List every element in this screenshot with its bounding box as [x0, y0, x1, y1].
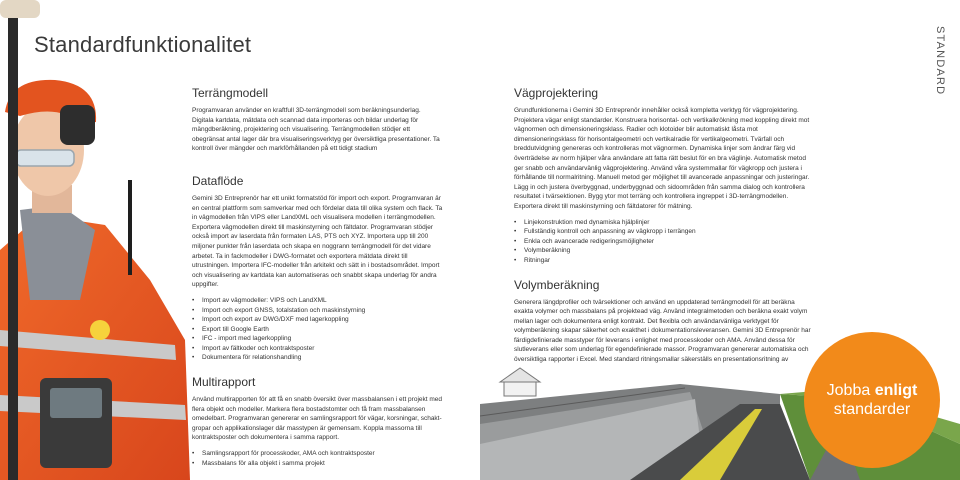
dataflow-list	[192, 296, 444, 363]
page-title: Standardfunktionalitet	[34, 32, 252, 57]
section-body-volume: Generera längdprofiler och tvärsektioner och använd en uppdaterad terrängmodell för att beräkna exakta volymer och massbalans på projektead väg. Använd integralmetoden och beräkna exakt volym mellan lager och dokumentera enligt kontrakt. Det flexibla och användarvänliga verktyget för volymberäkning skapar säkerhet och exakthet i dokumentationsleveransen. Gemini 3D Entreprenör har färdigdefinierade masstyper för leverans i enlighet med processkoder och AMA. Använd dessa för slutleverans eller som underlag för egendefinierade massor. Programvaran genererar automatiska och översiktliga rapporter i Excel. Med standard ritningsmallar säkerställs en presentationsritning av	[514, 298, 811, 364]
list-item: • Import av vägmodeller: VIPS och LandXML	[202, 296, 444, 306]
section-heading-multireport: Multirapport	[192, 375, 256, 390]
section-heading-volume: Volymberäkning	[514, 277, 600, 292]
list-item: • Import och export av DWG/DXF med lagerkoppling	[202, 315, 444, 325]
list-item: • Fullständig kontroll och anpassning av vägkropp i terrängen	[524, 227, 814, 237]
section-heading-road: Vägprojektering	[514, 86, 599, 100]
left-column	[192, 86, 444, 474]
worker-illustration	[0, 0, 190, 480]
section-body-terrain: Programvaran använder en kraftfull 3D-terrängmodell som beräkningsunderlag. Digitala kartdata, mätdata och scannad data importeras och bildar underlag för mängdberäkning, projektering och visualisering. Terrängmodellen stödjer ett obegränsat antal lager där bra visualiseringsverktyg ger översiktliga presentationer. Ta kontroll över mängder och markförhållanden på ett tidigt stadium	[192, 107, 440, 153]
worker-photo	[0, 0, 190, 480]
right-column	[514, 86, 814, 390]
multireport-list	[192, 449, 444, 468]
list-item: • Dokumentera för relationshandling	[202, 353, 444, 363]
list-item: • IFC - import med lagerkoppling	[202, 334, 444, 344]
side-tab-label: STANDARD	[934, 26, 946, 96]
standard-badge	[804, 332, 940, 468]
list-item: • Massbalans för alla objekt i samma projekt	[202, 459, 444, 469]
list-item: • Volymberäkning	[524, 246, 814, 256]
section-body-road: Grundfunktionerna i Gemini 3D Entreprenör innehåller också kompletta verktyg för vägprojektering. Projektera vägar enligt standarder. Konstruera horisontal- och vertikalkrökning med koppling direkt mot vägnormen och dimensioneringsklass. Radier och klotoider blir automatiskt låsta mot dimensioneringsklass för horisontalgeometri och vertikalradie för vertikalgeometri. Tvärfall och breddutvidgning genereras och kontrolleras mot vägnormen. Dynamiska linjer som ändrar färg vid överträdelse av norm hjälper våra användare att fatta rätt beslut för en bra väglinje. Automatisk metod ger snabb och användarvänlig vägprojektering. Använd våra systemmallar för vägkropp och justera i förhållande till normalritning. Manuell metod ger möjlighet till avancerade anpassningar och justeringar. Lägg in och justera överbyggnad, underbyggnad och sidoområden från samma dialog och kontrollera resultatet i tvärsektionen. Bygg ytor mot terräng och kontrollera ingreppet i 3D-terrängmodellen. Exportera direkt till maskinstyrning och fältdatorer för mätning.	[514, 107, 810, 210]
section-body-multireport: Använd multirapporten för att få en snabb översikt över massbalansen i ett projekt med flera objekt och modeller. Markera flera bostadstomter och få fram massbalansen omedelbart. Programvaran genererar en samlingsrapport för vägar, korsningar, schakt-gropar och applikationslager där masstypen är gemensam. Koppla massorna till kontraktsposter och dokumentera i samma rapport.	[192, 396, 443, 442]
list-item: • Enkla och avancerade redigeringsmöjligheter	[524, 237, 814, 247]
list-item: • Ritningar	[524, 256, 814, 266]
list-item: • Linjekonstruktion med dynamiska hjälplinjer	[524, 218, 814, 228]
list-item: • Import av fältkoder och kontraktsposter	[202, 344, 444, 354]
section-heading-terrain: Terrängmodell	[192, 86, 269, 100]
badge-line-2: standarder	[833, 401, 911, 418]
road-list	[514, 218, 814, 266]
section-heading-dataflow: Dataflöde	[192, 173, 244, 188]
section-body-dataflow: Gemini 3D Entreprenör har ett unikt formatstöd för import och export. Programvaran är en central plattform som samverkar med och fördelar data till olika system och flack. Ta in vägmodellen från VIPS eller LandXML och visualisera modellen i terrängmodellen. Exportera vägmodellen direkt till maskinstyrning och fältdator. Programvaran stödjer också import av laserdata från formaten LAS, PTS och XYZ. Importera upp till 200 miljoner punkter från laserdata och skapa en noggrann terrängmodell för det vidare arbetet. Ta in fackmodeller i DWG-formatet och exportera mätdata direkt till utrustningen. Importera IFC-modeller från arkitekt och sätt in i bostadsområdet. Import och visualisering av kartdata kan automatiseras och snabbt skapa underlag för andra uppgifter.	[192, 194, 443, 289]
list-item: • Samlingsrapport för processkoder, AMA och kontraktsposter	[202, 449, 444, 459]
list-item: • Export till Google Earth	[202, 325, 444, 335]
badge-line-1: Jobba enligt	[826, 382, 918, 399]
list-item: • Import och export GNSS, totalstation och maskinstyrning	[202, 306, 444, 316]
